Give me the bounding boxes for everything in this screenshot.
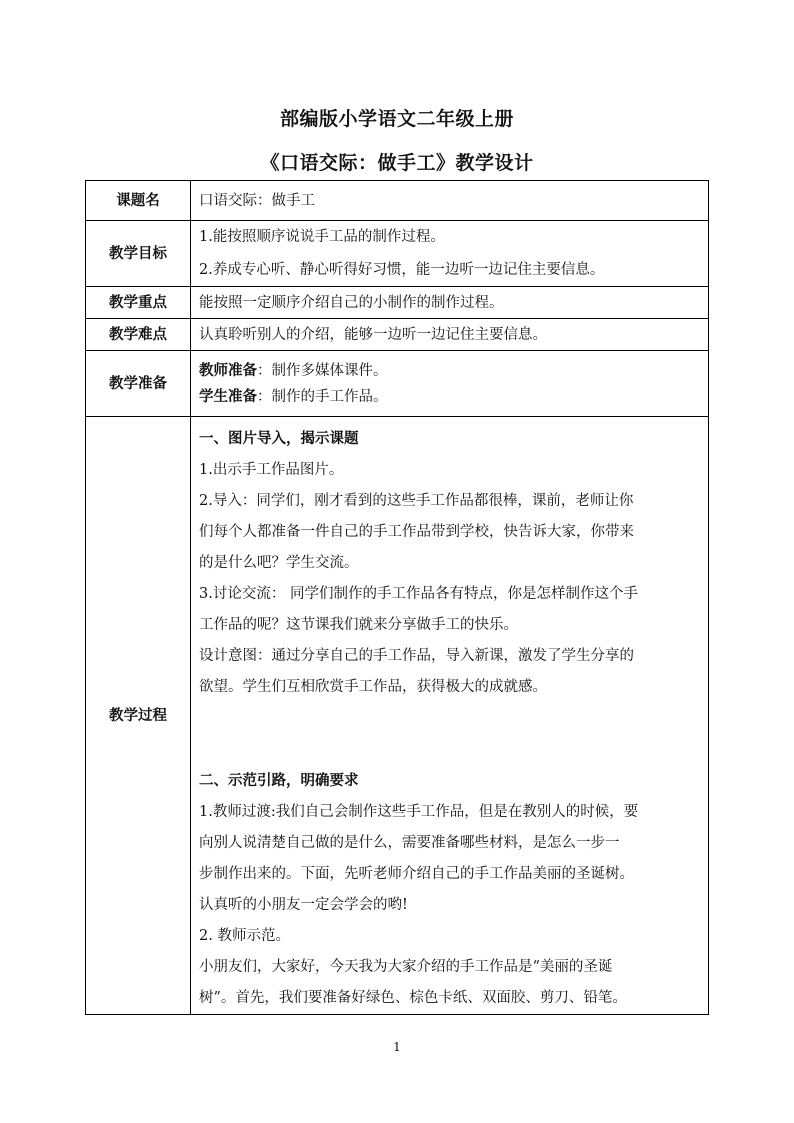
table-row-goals: [86, 221, 709, 287]
row-label-focus: 教学重点: [86, 287, 191, 319]
student-prep-line: [199, 384, 700, 410]
section-heading: 二、示范引路，明确要求: [199, 772, 359, 789]
process-line: 3.讨论交流： 同学们制作的手工作品各有特点，你是怎样制作这个手: [199, 586, 638, 602]
table-row-difficulty: [86, 319, 709, 351]
process-line: 欲望。学生们互相欣赏手工作品，获得极大的成就感。: [199, 679, 547, 695]
document-subtitle: 《口语交际：做手工》教学设计: [260, 152, 534, 174]
prep-value: [191, 351, 709, 417]
table-row-process: [86, 417, 709, 1015]
section-heading: 一、图片导入，揭示课题: [199, 430, 359, 447]
goal-line: 1.能按照顺序说说手工品的制作过程。: [199, 229, 445, 245]
process-line: 的是什么吧？学生交流。: [199, 555, 359, 571]
row-label-topic: 课题名: [86, 181, 191, 221]
process-line: 向别人说清楚自己做的是什么，需要准备哪些材料，是怎么一步一: [199, 835, 620, 851]
table-row-topic: [86, 181, 709, 221]
process-line: 树”。首先，我们要准备好绿色、棕色卡纸、双面胶、剪刀、铅笔。: [199, 990, 627, 1006]
teacher-prep-line: [199, 358, 700, 384]
row-label-difficulty: 教学难点: [86, 319, 191, 351]
lesson-plan-table: [85, 180, 709, 1015]
process-line: 们每个人都准备一件自己的手工作品带到学校，快告诉大家，你带来: [199, 524, 634, 540]
process-line: 认真听的小朋友一定会学会的哟!: [199, 897, 408, 913]
teacher-prep-text: ：制作多媒体课件。: [257, 362, 388, 379]
goals-value: [191, 221, 709, 287]
process-line: 小朋友们，大家好，今天我为大家介绍的手工作品是“美丽的圣诞: [199, 959, 613, 975]
process-line: 2. 教师示范。: [199, 928, 290, 944]
process-line: 步制作出来的。下面，先听老师介绍自己的手工作品美丽的圣诞树。: [199, 866, 634, 882]
process-line: 1.教师过渡:我们自己会制作这些手工作品，但是在教别人的时候，要: [199, 804, 639, 820]
topic-value: 口语交际：做手工: [191, 181, 709, 221]
table-row-prep: [86, 351, 709, 417]
document-title: 部编版小学语文二年级上册: [279, 108, 514, 130]
process-line: 设计意图：通过分享自己的手工作品，导入新课，激发了学生分享的: [199, 648, 634, 664]
blank-space: [199, 703, 700, 765]
process-line: 2.导入：同学们，刚才看到的这些手工作品都很棒，课前，老师让你: [199, 493, 634, 509]
difficulty-value: 认真聆听别人的介绍，能够一边听一边记住主要信息。: [191, 319, 709, 351]
process-line: 1.出示手工作品图片。: [199, 462, 344, 478]
row-label-process: 教学过程: [86, 417, 191, 1015]
process-line: 工作品的呢？这节课我们就来分享做手工的快乐。: [199, 617, 518, 633]
student-prep-text: ：制作的手工作品。: [257, 388, 388, 405]
row-label-goals: 教学目标: [86, 221, 191, 287]
row-label-prep: 教学准备: [86, 351, 191, 417]
process-value: [191, 417, 709, 1015]
page-number: 1: [393, 1040, 401, 1054]
student-prep-label: 学生准备: [199, 387, 257, 405]
teacher-prep-label: 教师准备: [199, 361, 257, 379]
goal-line: 2.养成专心听、静心听得好习惯，能一边听一边记住主要信息。: [199, 262, 605, 278]
table-row-focus: [86, 287, 709, 319]
focus-value: 能按照一定顺序介绍自己的小制作的制作过程。: [191, 287, 709, 319]
